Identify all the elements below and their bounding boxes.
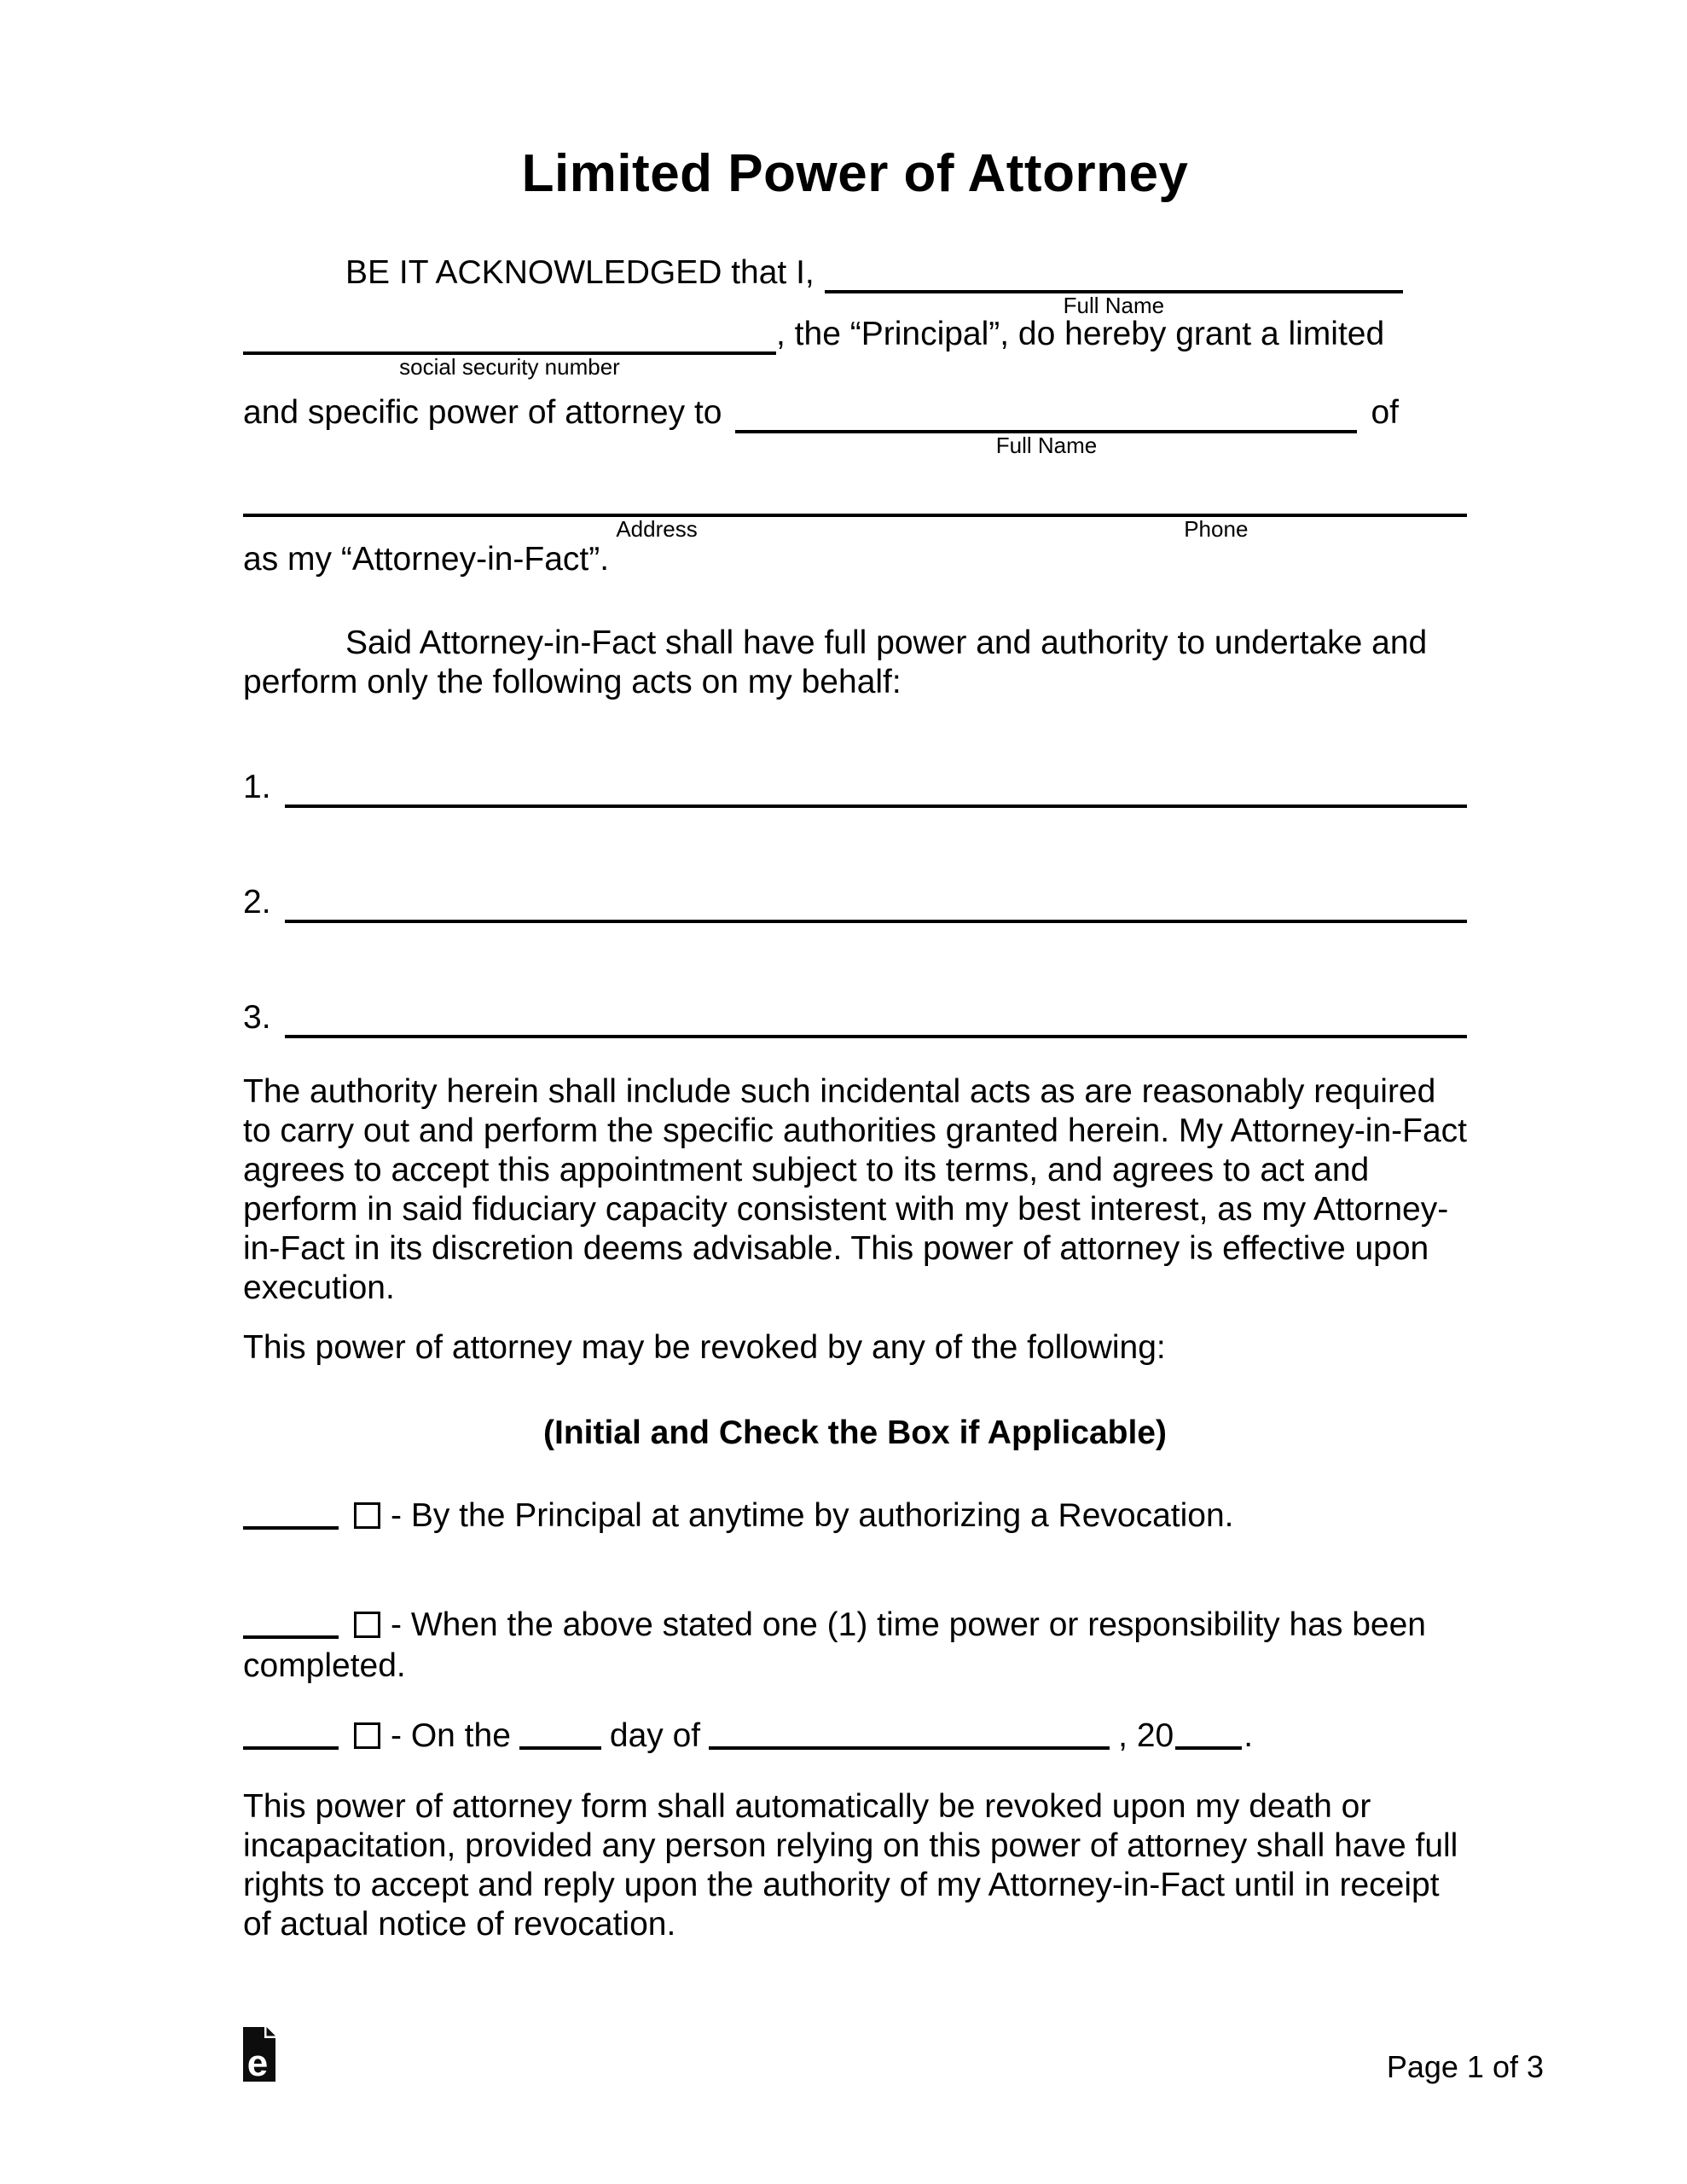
initials-blank-2[interactable] [243,1610,339,1639]
address-label: Address [616,516,698,542]
document-content [243,0,1467,1944]
day-blank[interactable] [519,1721,601,1750]
phone-label: Phone [1184,516,1249,542]
full-name-label: Full Name [1063,293,1165,318]
revocation-date-prefix: - On the [391,1717,511,1754]
principal-clause-text: , the “Principal”, do hereby grant a limited [776,316,1385,352]
revocation-item-text-2: - When the above stated one (1) time power or responsibility has been completed. [243,1606,1426,1684]
power-item-row-1 [243,767,1467,808]
authority-paragraph: The authority herein shall include such incidental acts as are reasonably required to carry out and perform the specific authorities granted herein. My Attorney-in-Fact agrees to accept this appointment subject to its terms, and agrees to act and perform in said fiduciary capacity consistent with my best interest, as my Attorney-in-Fact in its discretion deems advisable. This power of attorney is effective upon execution. [243,1073,1468,1306]
page-title: Limited Power of Attorney [521,144,1189,203]
logo-letter: e [246,2042,269,2084]
initials-blank-3[interactable] [243,1721,339,1750]
month-blank[interactable] [709,1721,1110,1750]
revocation-intro: This power of attorney may be revoked by any of the following: [243,1329,1166,1366]
termination-paragraph: This power of attorney form shall automatically be revoked upon my death or incapacitation, provided any person relying on this power of attorney shall have full rights to accept and reply upon the authority of my Attorney-in-Fact until in receipt of actual notice of revocation. [243,1788,1458,1943]
revocation-date-period: . [1244,1717,1254,1754]
checkbox-icon-3[interactable] [354,1722,380,1749]
agent-name-blank[interactable] [735,392,1357,458]
eforms-logo [243,2027,275,2082]
powers-intro: Said Attorney-in-Fact shall have full power and authority to undertake and perform only the following acts on my behalf: [243,624,1428,700]
revocation-item-row-2 [243,1605,1467,1687]
power-item-number-3: 3. [243,999,271,1036]
revocation-item-text-1: - By the Principal at anytime by authorizing a Revocation. [391,1497,1234,1534]
revocation-item-row-1 [243,1496,1467,1536]
revocation-date-year-prefix: , 20 [1118,1717,1174,1754]
revocation-item-row-3 [243,1716,1467,1757]
power-item-row-3 [243,997,1467,1038]
of-word: of [1371,394,1399,431]
checkbox-icon-2[interactable] [354,1612,380,1638]
attorney-in-fact-line: as my “Attorney-in-Fact”. [243,541,610,578]
year-blank[interactable] [1175,1721,1242,1750]
acknowledgment-line [243,253,1467,318]
full-name-label-2: Full Name [995,433,1098,458]
ssn-blank[interactable] [243,314,776,380]
power-item-number-2: 2. [243,884,271,921]
revocation-date-dayof: day of [609,1717,701,1754]
address-phone-blank[interactable] [243,476,1467,542]
initial-check-heading: (Initial and Check the Box if Applicable) [543,1414,1167,1451]
grant-text: and specific power of attorney to [243,394,722,431]
address-phone-line [243,476,1467,542]
principal-name-blank[interactable] [825,253,1403,318]
initials-blank-1[interactable] [243,1501,339,1530]
page-number: Page 1 of 3 [1386,2049,1544,2084]
grant-line [243,392,1467,458]
ssn-label: social security number [399,354,620,380]
power-item-number-1: 1. [243,769,271,805]
power-item-blank-3[interactable] [285,997,1467,1038]
power-item-blank-1[interactable] [285,767,1467,808]
principal-clause-line [243,314,1467,380]
acknowledgment-text: BE IT ACKNOWLEDGED that I, [345,254,815,291]
power-item-blank-2[interactable] [285,882,1467,923]
checkbox-icon-1[interactable] [354,1502,380,1529]
power-item-row-2 [243,882,1467,923]
